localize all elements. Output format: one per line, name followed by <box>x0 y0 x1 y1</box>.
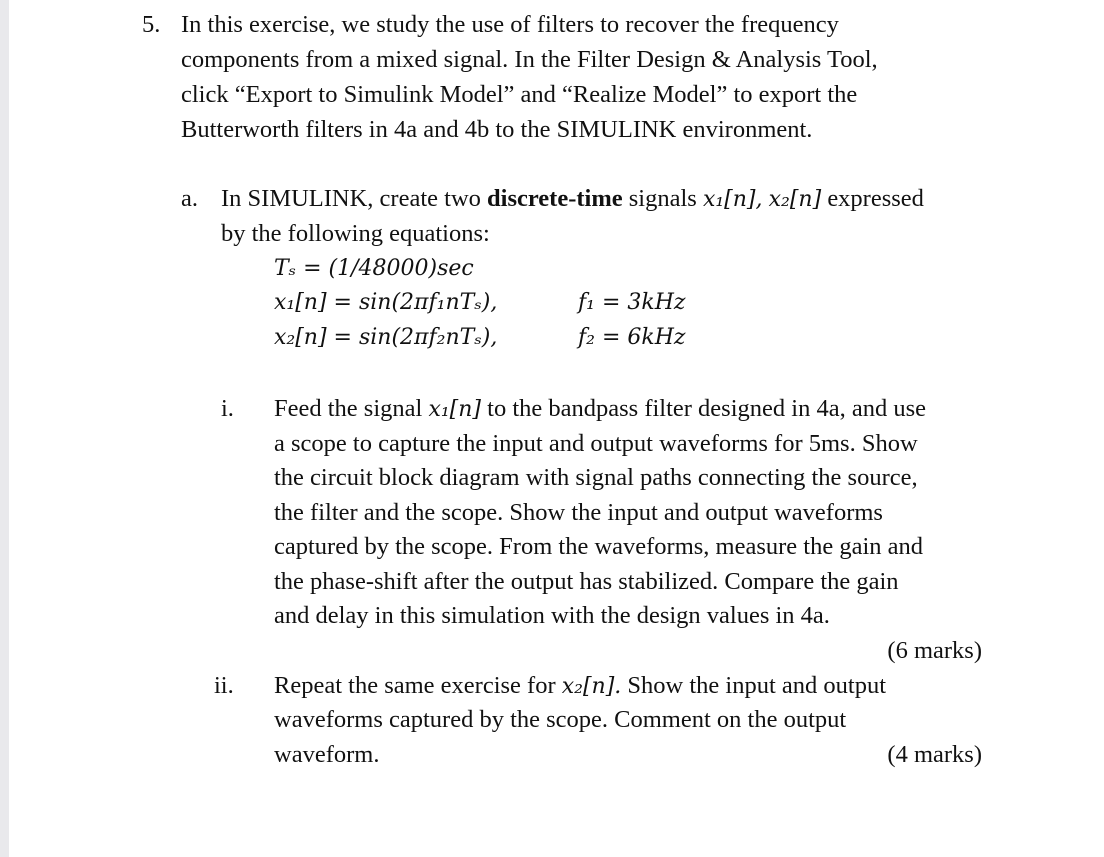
question-number: 5. <box>142 11 161 38</box>
part-ii-label: ii. <box>214 672 234 699</box>
equation-f2 <box>578 323 686 353</box>
equation-x1-text: x₁[n] = sin(2πf₁nTₛ), <box>274 290 498 315</box>
signal-x1-ref: x₁[n] <box>428 397 482 422</box>
equation-x2 <box>274 323 497 353</box>
part-i-text-rest: to the bandpass filter designed in 4a, and use <box>487 395 926 422</box>
signal-x2: x₂[n] <box>768 187 822 212</box>
part-i-line-2: a scope to capture the input and output waveforms for 5ms. Show <box>274 430 918 457</box>
part-a-line-2: by the following equations: <box>221 220 490 247</box>
equation-sampling-period <box>274 254 474 284</box>
signal-x2-ref: x₂[n]. <box>561 674 622 699</box>
part-i-label: i. <box>221 395 234 422</box>
equation-x1 <box>274 288 497 318</box>
signal-x1: x₁[n], <box>702 187 763 212</box>
part-a-text-expressed: expressed <box>827 185 924 212</box>
part-a-line-1 <box>221 184 924 215</box>
part-a-text-signals: signals <box>628 185 697 212</box>
part-ii-line-1 <box>274 671 886 702</box>
part-i-line-4: the filter and the scope. Show the input and output waveforms <box>274 499 883 526</box>
part-i-text: Feed the signal <box>274 395 423 422</box>
part-i-line-7: and delay in this simulation with the design values in 4a. <box>274 602 830 629</box>
part-i-line-1 <box>274 394 926 425</box>
equation-x2-text: x₂[n] = sin(2πf₂nTₛ), <box>274 325 498 350</box>
part-i-marks: (6 marks) <box>887 637 982 664</box>
question-text-line-3: click “Export to Simulink Model” and “Realize Model” to export the <box>181 81 858 108</box>
equation-ts-text: Tₛ = (1/48000)sec <box>274 256 474 281</box>
part-i-line-6: the phase-shift after the output has stabilized. Compare the gain <box>274 568 899 595</box>
part-i-line-3: the circuit block diagram with signal paths connecting the source, <box>274 464 918 491</box>
question-text-line-4: Butterworth filters in 4a and 4b to the SIMULINK environment. <box>181 116 813 143</box>
part-ii-text: Repeat the same exercise for <box>274 672 556 699</box>
part-ii-line-3: waveform. <box>274 741 380 768</box>
part-a-bold-term: discrete-time <box>487 185 623 212</box>
question-text-line-1: In this exercise, we study the use of filters to recover the frequency <box>181 11 839 38</box>
part-ii-text-rest: Show the input and output <box>627 672 887 699</box>
equation-f1-text: f₁ = 3kHz <box>578 290 686 315</box>
part-ii-marks: (4 marks) <box>887 741 982 768</box>
equation-f1 <box>578 288 686 318</box>
equation-f2-text: f₂ = 6kHz <box>578 325 686 350</box>
part-i-line-5: captured by the scope. From the waveforms, measure the gain and <box>274 533 924 560</box>
part-a-text: In SIMULINK, create two <box>221 185 481 212</box>
part-a-label: a. <box>181 185 198 212</box>
page-edge-shadow <box>0 0 9 857</box>
part-ii-line-2: waveforms captured by the scope. Comment on the output <box>274 706 847 733</box>
question-text-line-2: components from a mixed signal. In the Filter Design & Analysis Tool, <box>181 46 878 73</box>
